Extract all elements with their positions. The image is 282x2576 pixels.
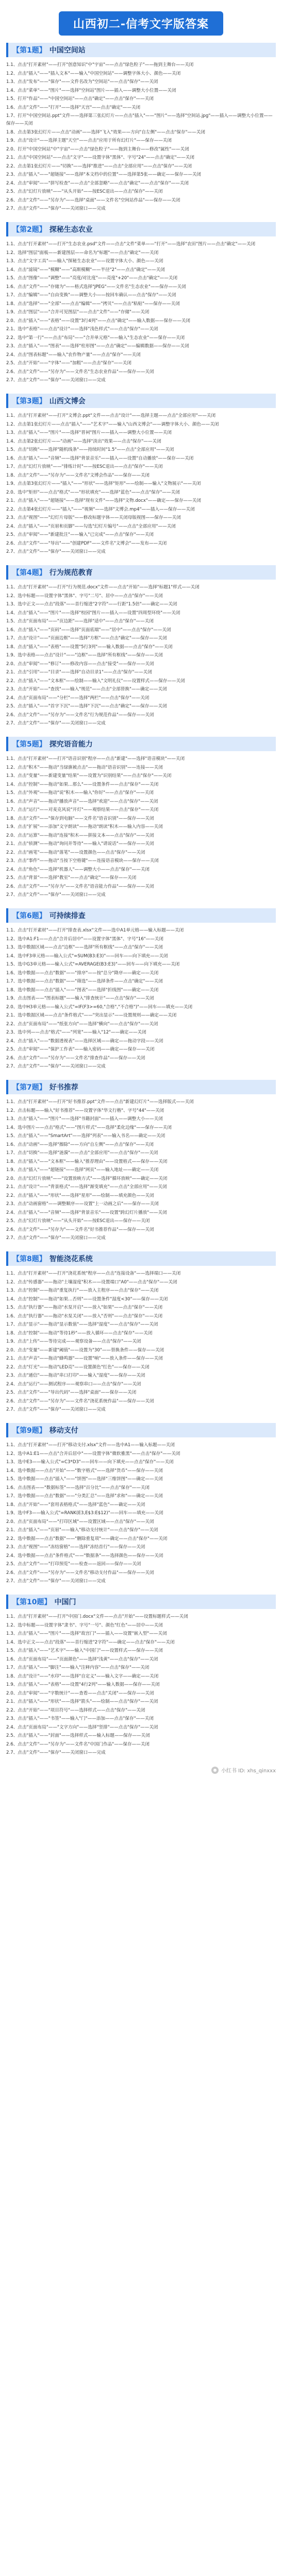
answer-step: 2.0、选中"矩形"——点击"格式"——"形状填充"——选择"蓝色"——点击"保存"——关闭 [6, 489, 180, 495]
answer-section [6, 565, 276, 727]
section-heading [6, 1251, 276, 1266]
answer-step: 2.2、点击"插入"——"形状"——选择"星形"——绘制——填充颜色——关闭 [6, 1193, 154, 1198]
answer-step: 2.1、点击"中国空间站"——点击"文字"——设置字体"黑体"、字号"24"——点击"确定"——关闭 [6, 155, 194, 160]
answer-step: 2.6、点击"文件"——"导出"——"创建PDF"——文件名"文博会"——发布——关闭 [6, 540, 167, 546]
answer-step: 2.6、点击"文件"——"另存为"——文件名"浇花系统作品"——保存——关闭 [6, 1398, 154, 1404]
answer-step: 1.4、点击"滤镜"——"模糊"——"高斯模糊"——半径"2"——点击"确定"——关闭 [6, 267, 165, 273]
section-heading [6, 43, 276, 57]
section-title: 中国空间站 [49, 46, 86, 55]
answer-step: 2.1、点击"插入"——"形状"——选择"箭头"——绘制——点击"保存"——关闭 [6, 1699, 158, 1704]
answer-step: 1.2、点击"积木"——拖动"当绿旗被点击"——拖动"语音识别"——连接——关闭 [6, 765, 163, 770]
answer-step: 1.3、点击"发布"——"保存"——文件名改为"空间站"——点击"保存"——关闭 [6, 79, 158, 84]
answer-step: 2.1、点击"插入"——"页眉"——输入"移动支付统计"——点击"保存"——关闭 [6, 1528, 158, 1533]
answer-step: 2.0、点击"幻灯片放映"——"设置放映方式"——选择"循环放映"——确定——关闭 [6, 1176, 168, 1181]
answer-step: 2.1、点击"侦测"——拖动"询问并等待"——输入"请说话"——保存——关闭 [6, 841, 154, 846]
title-wrap [6, 11, 276, 36]
answer-step: 1.1、点击"打开素材"——打开"中国门.docx"文件——点击"开始"——设置标题样式——关闭 [6, 1614, 188, 1619]
answer-step: 1.6、点击"文件"——"存储为"——格式选择"JPEG"——文件名"生态农业"——保存——关闭 [6, 284, 186, 290]
answer-step: 1.5、点击"插入"——"艺术字"——输入"中国门"——设置样式——保存——关闭 [6, 1648, 163, 1653]
sections-container [6, 43, 276, 1757]
answer-step: 2.6、点击"文件"——"另存为"——文件名"中国门作品"——保存——关闭 [6, 1741, 150, 1747]
answer-step: 1.1、点击"打开素材"——打开"好书推荐.ppt"文件——点击"新建幻灯片"——选择版式——关闭 [6, 1099, 194, 1105]
answer-step: 2.1、点击"声音"——拖动"蜂鸣器"——设置"响"——放入条件——保存——关闭 [6, 1356, 163, 1361]
answer-step: 2.4、点击"页面布局"——"分栏"——选择"两栏"——点击"保存"——关闭 [6, 695, 150, 701]
answer-step: 1.6、点击"声音"——拖动"播放声音"——选择"欢迎"——点击"保存"——关闭 [6, 799, 158, 804]
answer-step: 1.5、点击"执行器"——拖动"水泵开启"——放入"如果"——点击"保存"——关闭 [6, 1305, 163, 1310]
answer-section [6, 43, 276, 213]
answer-step: 2.0、点击"变量"——新建"阈值"——设置为"30"——替换条件——保存——关闭 [6, 1347, 164, 1353]
answer-step: 2.7、点击"文件"——"保存"——关闭窗口——完成 [6, 1064, 106, 1069]
answer-step: 1.3、点击"插入"——"图片"——选择"晋祠"图片——插入——调整大小位置——关闭 [6, 430, 172, 435]
answer-step: 1.1、点击"打开素材"——打开"创意知识"中"宇宙"——点击"绿色粒子"——拖到主舞台——关闭 [6, 62, 194, 67]
answer-step: 2.5、点击"审阅"——"新建批注"——输入"已完成"——点击"保存"——关闭 [6, 532, 154, 537]
section-number: 【第7题】 [12, 1083, 46, 1092]
answer-step: 2.1、点击"插入"——"超链接"——选择"现有文件"——选择"文物.docx"——确定——保存——关闭 [6, 498, 201, 503]
answer-step: 1.9、选中F3——输入公式"=RANK(E3,E$3:E$12)"——回车——填充——关闭 [6, 1511, 163, 1516]
answer-step: 1.4、选中图片——点击"格式"——"图片样式"——选择"柔化边缘"——保存——关闭 [6, 1125, 172, 1130]
answer-step: 2.3、选中列——点击"格式"——"列宽"——输入"12"——确定——关闭 [6, 1030, 146, 1035]
answer-step: 1.8、点击"选择"——"全部"——点击"编辑"——"拷贝"——点击"粘贴"——保存——关闭 [6, 301, 180, 307]
section-number: 【第1题】 [12, 46, 46, 55]
answer-step: 2.2、点击"画笔"——拖动"落笔"——设置颜色——点击"保存"——关闭 [6, 850, 145, 855]
section-heading [6, 565, 276, 580]
page-title: 山西初二-信考文字版答案 [59, 11, 223, 36]
section-title: 可持续排查 [49, 912, 86, 920]
answer-step: 2.2、点击"插入"——"文本框"——绘制——输入"文明礼仪"——设置样式——保存——关闭 [6, 678, 185, 684]
section-heading [6, 1423, 276, 1437]
answer-step: 1.1、点击"打开素材"——打开"文博会.ppt"文件——点击"设计"——选择主题——点击"全部应用"——关闭 [6, 413, 216, 418]
answer-step: 2.4、点击"页面布局"——"文字方向"——选择"竖排"——点击"保存"——关闭 [6, 1724, 158, 1730]
answer-step: 2.1、点击"引用"——"目录"——选择"自动目录1"——点击"保存"——关闭 [6, 670, 152, 675]
answer-step: 1.2、选择"图层"面板——新建图层——命名为"标题"——点击"确定"——关闭 [6, 250, 159, 256]
answer-step: 2.6、点击"文件"——"另存为"——文件名"好书推荐作品"——保存——关闭 [6, 1227, 154, 1232]
answer-step: 2.6、点击"文件"——"另存为"——文件名"语音能力作品"——保存——关闭 [6, 884, 154, 889]
answer-step: 2.3、点击"插入"——"书签"——输入"门"——添加——点击"保存"——关闭 [6, 1716, 154, 1721]
answer-step: 1.5、选中数据——点击"插入"——"饼图"——选择"三维饼图"——确定——关闭 [6, 1477, 163, 1482]
answer-step: 2.7、点击"文件"——"保存"——关闭窗口——完成 [6, 892, 106, 897]
answer-step: 1.5、点击"插入"——"SmartArt"——选择"列表"——输入书名——确定——关闭 [6, 1133, 165, 1139]
answer-step: 1.6、点击"动画"——选择"擦除"——方向"自左侧"——点击"保存"——关闭 [6, 1142, 154, 1147]
section-number: 【第3题】 [12, 397, 46, 405]
answer-step: 1.3、点击"插入"——"图片"——选择"书籍封面"——插入——调整大小——关闭 [6, 1116, 163, 1122]
answer-step: 2.4、点击"插入"——"页眉和页脚"——勾选"幻灯片编号"——点击"全部应用"——关闭 [6, 523, 176, 529]
answer-section [6, 908, 276, 1071]
section-heading [6, 222, 276, 236]
answer-step: 1.1、点击"打开素材"——打开"语音识别"程序——点击"新建"——选择"语音模块"——关闭 [6, 756, 185, 761]
answer-step: 1.4、点击"控制"——拖动"如果…否则"——设置条件"湿度<30"——保存——关闭 [6, 1296, 168, 1302]
watermark-text: 小红书 ID: xhs_qinxxx [221, 1768, 276, 1774]
answer-step: 1.6、点击"插入"——"音频"——选择"背景音乐"——插入——设置"自动播放"——保存——关闭 [6, 455, 194, 461]
answer-step: 1.3、选中数据区域——点击"边框"——选择"所有框线"——点击"保存"——关闭 [6, 945, 163, 950]
section-heading [6, 737, 276, 751]
answer-step: 1.7、点击"运行"——对麦克风说"开灯"——观察结果——点击"保存"——关闭 [6, 807, 159, 812]
answer-step: 2.7、点击"文件"——"保存"——关闭窗口——完成 [6, 1750, 106, 1755]
answer-step: 1.2、选中标题——设置字体"黑体"、字号"二号"、居中——点击"保存"——关闭 [6, 593, 163, 599]
answer-step: 1.1、点击"打开素材"——打开"排查表.xlsx"文件——选中A1单元格——输入标题——关闭 [6, 928, 184, 933]
answer-step: 1.3、点击"插入"——"图片"——选择"故宫门"——插入——设置"嵌入型"——关闭 [6, 1631, 167, 1636]
section-title: 移动支付 [49, 1427, 78, 1435]
answer-step: 1.9、选中表格——点击"设计"——"边框"——选择"所有框线"——保存——关闭 [6, 653, 163, 658]
answer-step: 1.2、选中A1:E1——点击"合并后居中"——设置字体"微软雅黑"——点击"保存"——关闭 [6, 1451, 180, 1456]
answer-step: 1.9、点击"图层"——"合并可见图层"——点击"文件"——"存储"——关闭 [6, 310, 150, 315]
section-number: 【第4题】 [12, 569, 46, 577]
answer-step: 1.4、点击"控制"——拖动"如果…那么"——设置条件——点击"保存"——关闭 [6, 782, 159, 787]
answer-step: 1.6、点击"执行器"——拖动"水泵关闭"——放入"否则"——点击"保存"——关闭 [6, 1313, 163, 1319]
answer-step: 2.7、点击"文件"——"保存"——关闭窗口——完成 [6, 1579, 106, 1584]
answer-step: 1.6、点击"页面布局"——"页面颜色"——选择"浅黄"——点击"保存"——关闭 [6, 1656, 158, 1662]
answer-step: 1.7、点击"插入"——"脚注"——输入"注释内容"——点击"保存"——关闭 [6, 1665, 150, 1670]
answer-step: 1.4、点击第2张幻灯片——"动画"——选择"淡出"效果——点击"保存"——关闭 [6, 438, 161, 444]
answer-step: 2.5、点击"背景"——选择"教室"——点击"确定"——保存——关闭 [6, 875, 137, 880]
answer-step: 1.8、点击"文件"——"保存到电脑"——文件名"语音识别"——保存——关闭 [6, 816, 154, 821]
answer-step: 2.2、选中"第一行"——点击"布局"——"合并单元格"——输入"生态农业"——保存——关闭 [6, 335, 185, 341]
answer-step: 1.5、点击"外观"——拖动"说"积木——输入"你好"——点击"保存"——关闭 [6, 790, 154, 795]
section-heading [6, 394, 276, 408]
answer-step: 1.2、点击第1张幻灯片——点击"插入"——"艺术字"——输入"山西文博会"——调整字体大小、颜色——关闭 [6, 421, 219, 427]
answer-step: 1.8、点击"文件"——"另存为"——文件名"文博会作品"——保存——关闭 [6, 472, 150, 478]
answer-step: 2.5、点击"审阅"——"保护工作表"——输入密码——确定——保存——关闭 [6, 1047, 155, 1052]
answer-section [6, 1080, 276, 1242]
answer-step: 1.1、点击"打开素材"——打开"生态农业.psd"文件——点击"文件"菜单——"打开"——选择"农田"图片——点击"确定"——关闭 [6, 242, 256, 247]
section-number: 【第9题】 [12, 1427, 46, 1435]
answer-step: 2.3、点击"视图"——"冻结窗格"——选择"冻结首行"——保存——关闭 [6, 1545, 145, 1550]
section-number: 【第8题】 [12, 1255, 46, 1263]
answer-step: 2.0、点击"页面布局"——"打印区域"——设置区域——点击"保存"——关闭 [6, 1519, 154, 1524]
answer-step: 2.0、点击"审阅"——"修订"——修改内容——点击"接受"——保存——关闭 [6, 661, 154, 667]
answer-step: 2.7、点击"文件"——"保存"——关闭窗口——完成 [6, 206, 106, 211]
answer-step: 2.3、点击"通信"——拖动"串口打印"——输入"湿度"——保存——关闭 [6, 1373, 145, 1378]
answer-step: 2.2、点击"页面布局"——"纸张方向"——选择"横向"——点击"保存"——关闭 [6, 1021, 158, 1027]
answer-step: 1.9、点击"设计"——选择主题"天空"——点击"应用于所有幻灯片"——保存——关闭 [6, 138, 172, 143]
answer-step: 1.2、选中A1:F1——点击"合并后居中"——设置字体"黑体"、字号"16"——关闭 [6, 936, 164, 942]
answer-step: 1.1、点击"打开素材"——打开"移动支付.xlsx"文件——选中A1——输入标题——关闭 [6, 1443, 175, 1448]
answer-step: 2.4、点击"插入"——"音频"——选择"背景音乐"——设置"跨幻灯片播放"——关闭 [6, 1210, 167, 1215]
answer-step: 1.3、点击"文字工具"——输入"探秘生态农业"——设置字体大小、颜色——关闭 [6, 259, 163, 264]
answer-section [6, 1423, 276, 1585]
section-heading [6, 908, 276, 923]
answer-step: 1.7、选中数据——点击"数据"——"筛选"——选择条件——点击"确定"——关闭 [6, 979, 163, 984]
watermark-logo-icon [211, 1767, 219, 1774]
answer-step: 1.7、打开"中国空间站.ppt"文件——选择第三张幻灯片——点击"插入"——"图片"——选择"空间站.jpg"——插入——调整大小位置——保存——关闭 [6, 113, 273, 126]
answer-step: 1.8、选中数据——点击"插入"——"图表"——选择"折线图"——确定——关闭 [6, 987, 159, 993]
answer-step: 1.7、点击"设计"——"页面边框"——选择"方框"——点击"确定"——保存——关闭 [6, 636, 167, 641]
answer-step: 2.7、点击"文件"——"保存"——关闭窗口——完成 [6, 1235, 106, 1241]
answer-step: 1.7、点击"编辑"——"自由变换"——调整大小——按回车确认——点击"保存"——关闭 [6, 293, 176, 298]
answer-step: 1.3、点击"控制"——拖动"重复执行"——放入主程序——点击"保存"——关闭 [6, 1288, 159, 1293]
answer-step: 2.7、点击"文件"——"保存"——关闭窗口——完成 [6, 549, 106, 554]
answer-step: 2.0、点击"插入"——"表格"——设置"3行4列"——点击"确定"——输入数据——保存——关闭 [6, 318, 191, 324]
answer-step: 1.6、点击"文件"——"打开"——选择"天宫"——点击"确定"——关闭 [6, 105, 141, 110]
answer-step: 1.1、点击"打开素材"——打开"行为规范.docx"文件——点击"开始"——选择"标题1"样式——关闭 [6, 585, 200, 590]
answer-section [6, 1595, 276, 1757]
answer-step: 1.8、点击"插入"——"文本框"——输入"推荐理由"——设置格式——保存——关闭 [6, 1159, 168, 1164]
answer-step: 1.8、点击第3张幻灯片——点击"动画"——选择"飞入"效果——方向"自左侧"——点击"保存"——关闭 [6, 129, 205, 135]
answer-step: 2.3、点击"插入"——"图表"——选择"柱形图"——点击"确定"——编辑数据——保存——关闭 [6, 344, 189, 349]
answer-step: 2.2、点击"灯光"——拖动"LED亮"——设置颜色"红色"——保存——关闭 [6, 1364, 150, 1370]
answer-step: 2.0、点击"审阅"——"字数统计"——查看——点击"关闭"——保存——关闭 [6, 1690, 154, 1696]
answer-step: 2.0、选中H3单元格——输入公式"=IF(F3>=60,"合格","不合格")"——回车——填充——关闭 [6, 1004, 193, 1010]
answer-step: 1.5、点击"切换"——选择"随机线条"——持续时间"1.5"——点击"全部应用"——关闭 [6, 447, 174, 452]
watermark [6, 1766, 276, 1774]
answer-step: 1.2、点击"插入"——"插入文本"——输入"中国空间站"——调整字体大小、颜色——关闭 [6, 71, 181, 76]
answer-step: 2.5、点击"文件"——"打印预览"——检查——返回——保存——关闭 [6, 1562, 141, 1567]
section-title: 好书推荐 [49, 1083, 78, 1092]
answer-step: 2.2、点击"开始"——"项目符号"——选择样式——点击"保存"——关闭 [6, 1707, 145, 1713]
answer-step: 2.5、点击"插入"——"首字下沉"——选择"下沉"——点击"确定"——保存——关闭 [6, 704, 167, 709]
answer-step: 2.4、点击"审阅"——"拼写检查"——点击"全部忽略"——点击"确定"——点击"保存"——关闭 [6, 180, 189, 186]
answer-step: 1.7、点击"幻灯片放映"——"排练计时"——按ESC退出——点击"保存"——关闭 [6, 464, 163, 469]
answer-step: 2.1、选中"表格"——点击"设计"——选择"浅色样式"——点击"保存"——关闭 [6, 327, 158, 332]
answer-step: 1.3、选中E3——输入公式"=C3*D3"——回车——向下填充——点击"保存"——关闭 [6, 1460, 174, 1465]
answer-step: 1.5、点击"页面布局"——"页边距"——选择"适中"——点击"保存"——关闭 [6, 619, 154, 624]
section-number: 【第6题】 [12, 912, 46, 920]
answer-step: 2.3、点击"事件"——拖动"当按下空格键"——连接语音模块——保存——关闭 [6, 858, 159, 863]
answer-step: 1.8、点击"开始"——"套用表格格式"——选择"蓝色"——确定——关闭 [6, 1502, 145, 1507]
answer-step: 1.9、点击"扩展"——添加"文字朗读"——拖动"朗读"积木——输入内容——关闭 [6, 824, 163, 829]
answer-step: 2.4、点击"图表标题"——输入"农作物产量"——点击"保存"——关闭 [6, 352, 141, 358]
answer-step: 2.7、点击"文件"——"保存"——关闭窗口——完成 [6, 378, 106, 383]
answer-step: 1.4、选中数据——点击"开始"——"数字格式"——选择"货币"——保存——关闭 [6, 1468, 163, 1473]
section-title: 探究语音能力 [49, 740, 93, 749]
answer-step: 1.5、点击"图像"——"调整"——"亮度/对比度"——亮度"+20"——点击"确定"——关闭 [6, 276, 178, 281]
section-title: 智能浇花系统 [49, 1255, 93, 1263]
section-heading [6, 1595, 276, 1609]
answer-step: 2.3、点击"开始"——"查找"——输入"规范"——点击"全部替换"——确定——关闭 [6, 687, 167, 692]
answer-step: 1.7、点击"切换"——选择"涟漪"——点击"全部应用"——点击"保存"——关闭 [6, 1150, 158, 1156]
answer-step: 1.9、点击图表——"图表标题"——输入"排查统计"——点击"保存"——关闭 [6, 996, 154, 1001]
answer-step: 2.2、选中数据——点击"数据"——"删除重复项"——确定——点击"保存"——关闭 [6, 1536, 168, 1541]
answer-step: 2.4、点击"运行"——测试程序——观察串口——点击"保存"——关闭 [6, 1381, 141, 1387]
answer-step: 1.8、点击"设计"——"水印"——选择"自定义"——输入文字——确定——关闭 [6, 1673, 159, 1679]
answer-step: 1.8、点击"插入"——"表格"——设置"5行3列"——输入数据——点击"保存"——关闭 [6, 644, 173, 650]
answer-section [6, 394, 276, 556]
section-number: 【第5题】 [12, 740, 46, 749]
answer-step: 1.8、点击"控制"——拖动"等待1秒"——放入循环——点击"保存"——关闭 [6, 1330, 153, 1336]
answer-step: 2.1、选中数据区域——点击"条件格式"——"突出显示"——设置规则——确定——关闭 [6, 1013, 177, 1018]
section-title: 中国门 [54, 1598, 76, 1606]
answer-step: 1.6、点击图表——"数据标签"——选择"百分比"——点击"保存"——关闭 [6, 1485, 150, 1490]
answer-step: 1.2、选中标题——设置字体"隶书"、字号"一号"、颜色"红色"——居中——关闭 [6, 1622, 163, 1628]
section-title: 行为规范教育 [49, 569, 93, 577]
answer-step: 1.6、选中数据——点击"数据"——"排序"——按"总分"降序——确定——关闭 [6, 970, 159, 976]
answer-step: 1.2、点击标题——输入"好书推荐"——设置字体"华文行楷"、字号"44"——关闭 [6, 1108, 164, 1113]
answer-step: 2.6、点击"文件"——"另存为"——文件名"移动支付作品"——保存——关闭 [6, 1570, 154, 1575]
answer-step: 1.1、点击"打开素材"——打开"浇花系统"程序——点击"连接设备"——选择端口——关闭 [6, 1271, 181, 1276]
answer-step: 1.4、点击"插入"——"图片"——选择"校园"图片——插入——设置"四周型环绕"——关闭 [6, 610, 180, 616]
answer-section [6, 222, 276, 384]
answer-step: 2.5、点击"幻灯片放映"——"从头开始"——按ESC退出——点击"保存"——关闭 [6, 189, 163, 194]
answer-step: 2.5、点击"插入"——"封面"——选择样式——输入标题——保存——关闭 [6, 1733, 150, 1738]
answer-step: 1.4、点击"菜单"——"图片"——选择"空间站"图片——插入——调整大小位置——关闭 [6, 88, 176, 93]
answer-step: 1.7、选中数据——点击"数据"——"分类汇总"——选择"求和"——确定——关闭 [6, 1494, 163, 1499]
answer-step: 1.2、点击"传感器"——拖动"土壤湿度"积木——设置端口"A0"——点击"保存"——关闭 [6, 1279, 177, 1285]
answer-step: 2.6、点击"文件"——"另存为"——文件名"生态农业作品"——保存——关闭 [6, 369, 154, 375]
answer-step: 2.4、点击"插入"——"数据透视表"——选择区域——确定——拖动字段——关闭 [6, 1038, 163, 1044]
section-number: 【第2题】 [12, 226, 46, 234]
answer-step: 1.4、选中正文——点击"段落"——首行缩进"2字符"——确定——点击"保存"——关闭 [6, 1639, 175, 1645]
answer-step: 2.6、点击"文件"——"另存为"——文件名"行为规范作品"——保存——关闭 [6, 712, 154, 718]
answer-step: 1.9、点击"插入"——"超链接"——选择"网页"——输入地址——确定——关闭 [6, 1167, 159, 1173]
section-number: 【第10题】 [12, 1598, 52, 1606]
answer-step: 1.3、选中正文——点击"段落"——首行缩进"2字符"——行距"1.5倍"——确定——关闭 [6, 602, 177, 607]
answer-step: 2.7、点击"文件"——"保存"——关闭窗口——完成 [6, 1407, 106, 1412]
answer-step: 2.3、点击"视图"——"幻灯片母版"——修改标题字体——关闭母版视图——保存——关闭 [6, 515, 181, 520]
answer-step: 2.7、点击"文件"——"保存"——关闭窗口——完成 [6, 721, 106, 726]
answer-step: 2.2、点击第1张幻灯片——"切换"——选择"推进"——点击"全部应用"——点击"保存"——关闭 [6, 163, 192, 169]
answer-step: 1.7、点击"显示"——拖动"显示数值"——选择"湿度"——点击"保存"——关闭 [6, 1322, 158, 1327]
answer-step: 2.4、选中数据——点击"条件格式"——"数据条"——选择颜色——保存——关闭 [6, 1553, 163, 1558]
answer-step: 2.4、点击"角色"——选择"机器人"——调整大小——点击"保存"——关闭 [6, 867, 150, 872]
section-title: 山西文博会 [49, 397, 86, 405]
answer-step: 1.5、打开"作品"——"中国空间站"——点击"确定"——点击"保存"——关闭 [6, 96, 154, 101]
answer-step: 2.5、点击"开始"——"字体"——"加粗"——点击"保存"——关闭 [6, 361, 131, 366]
answer-step: 2.5、点击"幻灯片放映"——"从头开始"——按ESC退出——保存——关闭 [6, 1218, 150, 1224]
answer-section [6, 737, 276, 899]
answer-step: 1.5、选中G3单元格——输入公式"=AVERAGE(B3:E3)"——回车——向下填充——关闭 [6, 962, 180, 967]
answer-step: 2.2、点击第4张幻灯片——"插入"——"视频"——选择"文博会.mp4"——插入——保存——关闭 [6, 506, 195, 512]
answer-step: 2.3、点击"插入"——"超链接"——选择"本文档中的位置"——选择第5张——确定——保存——关闭 [6, 172, 202, 177]
section-title: 探秘生态农业 [49, 226, 93, 234]
answer-step: 2.1、点击"设计"——"背景格式"——选择"渐变填充"——点击"全部应用"——关闭 [6, 1184, 167, 1190]
answer-step: 1.6、点击"插入"——"页码"——选择"页面底端"——"居中"——点击"保存"——关闭 [6, 627, 171, 633]
answer-step: 2.0、打开"中国空间站"中"宇宙"——点击"绿色粒子"——拖到主舞台——修改"属性"——关闭 [6, 146, 189, 152]
answer-step: 2.6、点击"文件"——"另存为"——选择"桌面"——文件名"空间站作品"——保存——关闭 [6, 197, 180, 203]
answer-step: 2.5、点击"文件"——"导出代码"——选择"桌面"——保存——关闭 [6, 1390, 137, 1395]
answer-step: 1.9、点击"插入"——"表格"——设置"4行2列"——输入数据——保存——关闭 [6, 1682, 160, 1687]
answer-step: 1.9、点击"上传"——等待完成——观察设备——点击"保存"——关闭 [6, 1339, 141, 1344]
answer-step: 1.3、点击"变量"——新建变量"结果"——设置为"识别结果"——点击"保存"——关闭 [6, 773, 172, 778]
answer-step: 2.3、点击"动画窗格"——调整顺序——设置"上一动画之后"——保存——关闭 [6, 1201, 159, 1207]
section-heading [6, 1080, 276, 1094]
answer-section [6, 1251, 276, 1414]
answer-step: 1.4、选中F3单元格——输入公式"=SUM(B3:E3)"——回车——向下填充——关闭 [6, 953, 168, 959]
answer-step: 1.9、点击第3张幻灯片——"插入"——"形状"——选择"矩形"——绘制——输入"文物展示"——关闭 [6, 481, 201, 486]
answer-step: 2.6、点击"文件"——"另存为"——文件名"排查作品"——保存——关闭 [6, 1055, 145, 1061]
answer-step: 2.0、点击"运算"——拖动"连接"积木——拼接文本——点击"保存"——关闭 [6, 833, 154, 838]
